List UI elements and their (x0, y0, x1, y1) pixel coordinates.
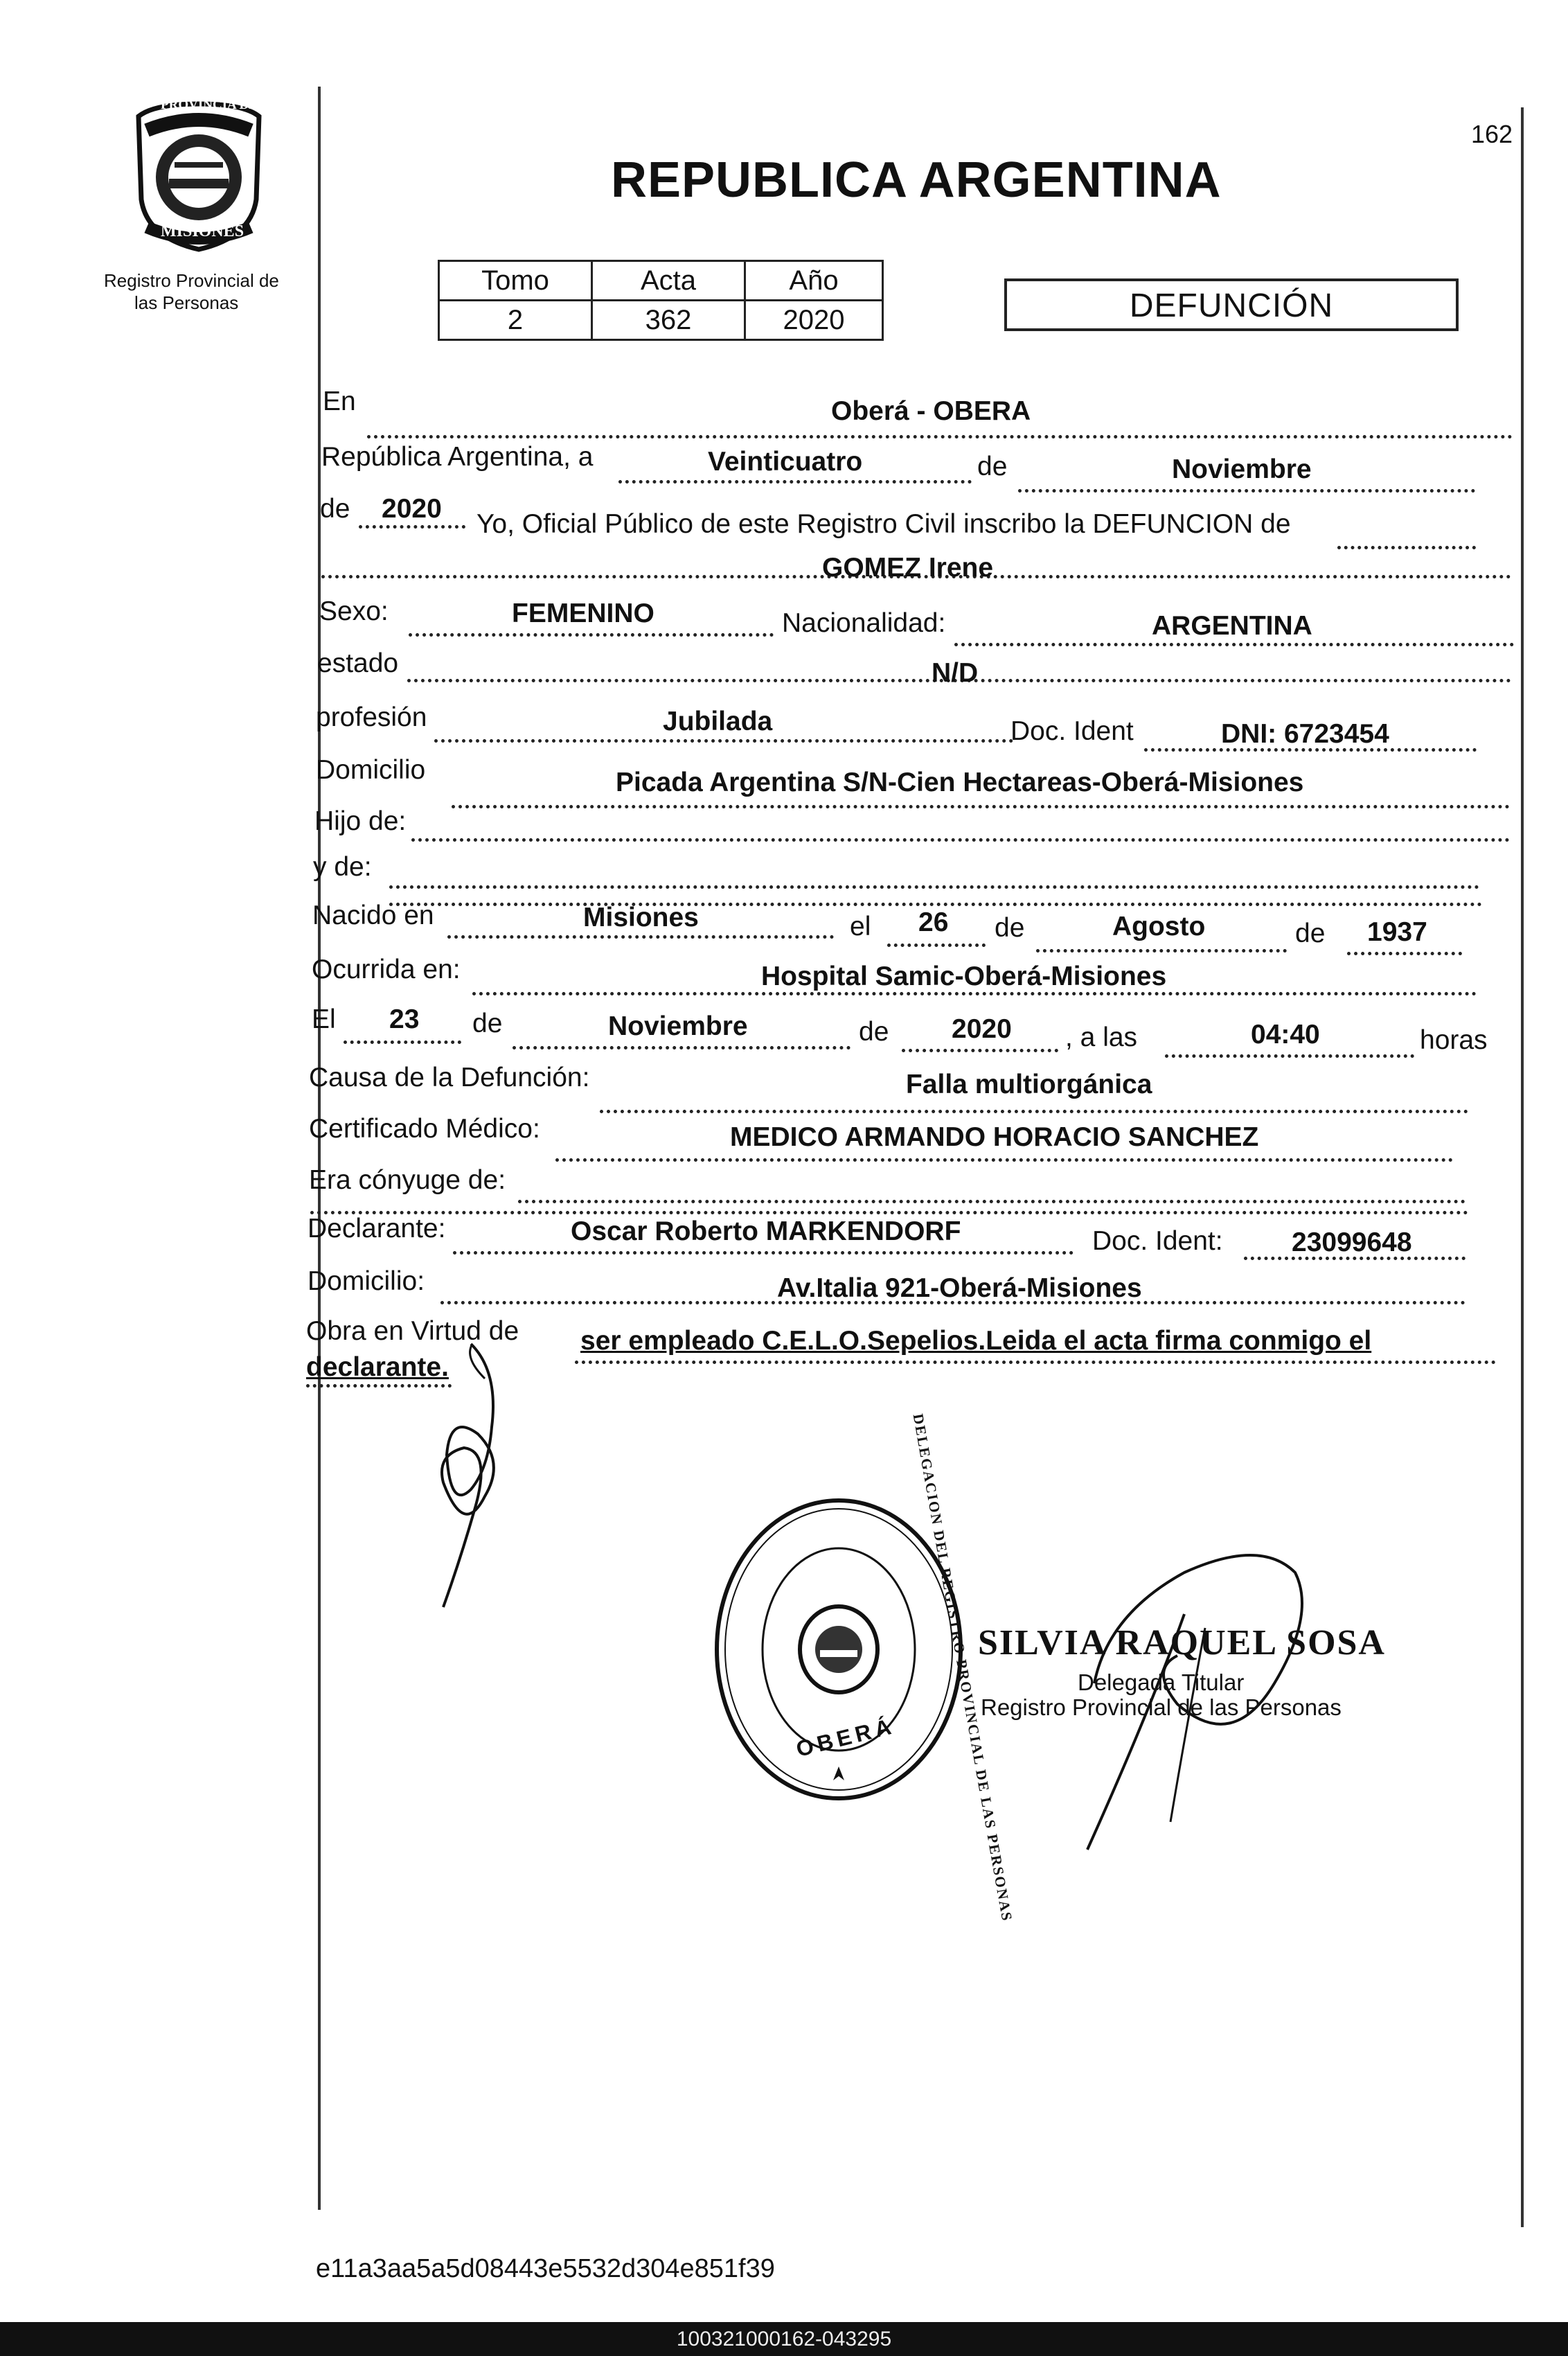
value-ocurrida: Hospital Samic-Oberá-Misiones (761, 962, 1167, 991)
page-title: REPUBLICA ARGENTINA (611, 152, 1222, 208)
right-margin-rule (1521, 107, 1524, 2227)
label-certificado: Certificado Médico: (309, 1114, 540, 1144)
value-anio: 2020 (382, 494, 442, 524)
label-estado: estado (317, 648, 399, 678)
value-nacionalidad: ARGENTINA (1152, 611, 1312, 641)
value-nac-mes: Agosto (1112, 912, 1206, 941)
value-medico: MEDICO ARMANDO HORACIO SANCHEZ (730, 1122, 1259, 1152)
value-declarante-domicilio: Av.Italia 921-Oberá-Misiones (777, 1273, 1142, 1303)
value-domicilio: Picada Argentina S/N-Cien Hectareas-Oberá-Misiones (616, 768, 1304, 797)
value-doc: DNI: 6723454 (1221, 719, 1389, 749)
label-nacionalidad: Nacionalidad: (782, 608, 946, 638)
line-anio (359, 525, 465, 529)
value-profesion: Jubilada (663, 707, 773, 736)
value-mes: Noviembre (1172, 454, 1312, 484)
record-header-row (439, 261, 883, 301)
value-def-mes: Noviembre (608, 1011, 748, 1041)
page-number: 162 (1471, 120, 1513, 148)
value-sexo: FEMENINO (512, 599, 654, 628)
official-name: SILVIA RAQUEL SOSA (978, 1623, 1386, 1663)
line-hora (1165, 1054, 1414, 1058)
value-anio: 2020 (745, 301, 883, 340)
value-nombre: GOMEZ Irene (822, 553, 994, 583)
value-declarante-doc: 23099648 (1292, 1228, 1412, 1257)
value-def-dia: 23 (389, 1004, 420, 1034)
seal-bottom-text: OBERÁ (793, 1712, 898, 1762)
label-de5: de (859, 1017, 889, 1047)
label-el: el (850, 912, 871, 941)
label-hijo-de: Hijo de: (314, 806, 407, 836)
line-mes (1018, 489, 1475, 493)
value-dia: Veinticuatro (708, 447, 863, 477)
line-medico (555, 1158, 1453, 1162)
line-hijo-de (411, 838, 1510, 842)
line-causa (600, 1110, 1468, 1113)
value-obra-line2: declarante. (306, 1352, 449, 1382)
label-causa: Causa de la Defunción: (309, 1063, 590, 1092)
line-profesion (434, 739, 1013, 743)
line-oficial-end (1337, 546, 1476, 549)
document-type-box: DEFUNCIÓN (1004, 278, 1459, 331)
document-hash: e11a3aa5a5d08443e5532d304e851f39 (316, 2254, 775, 2283)
label-en: En (323, 387, 356, 416)
value-causa: Falla multiorgánica (906, 1070, 1152, 1099)
line-nac-mes (1036, 949, 1287, 953)
official-signature (1067, 1531, 1316, 1857)
line-nacido-en (447, 935, 834, 939)
line-declarante (453, 1251, 1073, 1255)
line-y-de (389, 885, 1479, 889)
value-acta: 362 (592, 301, 745, 340)
value-nac-anio: 1937 (1367, 917, 1427, 947)
line-def-dia (344, 1040, 461, 1044)
label-sexo: Sexo: (319, 596, 389, 626)
line-sexo (409, 633, 774, 637)
value-obra-line1: ser empleado C.E.L.O.Sepelios.Leida el acta firma conmigo el (580, 1326, 1372, 1356)
line-lugar (367, 435, 1513, 439)
label-conyuge: Era cónyuge de: (309, 1165, 506, 1195)
seal-ring-text: DELEGACION DEL REGISTRO PROVINCIAL DE LAS PERSONAS (909, 1412, 1016, 1923)
label-oficial: Yo, Oficial Público de este Registro Civil inscribo la DEFUNCION de (476, 509, 1291, 539)
registry-caption-line2: las Personas (134, 292, 239, 313)
header-anio: Año (745, 261, 883, 301)
official-signature-scribble (1067, 1531, 1316, 1857)
line-y-de-2 (389, 903, 1482, 906)
line-ocurrida (472, 992, 1477, 995)
label-de4: de (472, 1009, 503, 1038)
crest-bottom-text: MISIONES (161, 222, 244, 240)
value-declarante: Oscar Roberto MARKENDORF (571, 1216, 961, 1246)
label-doc-ident2: Doc. Ident: (1092, 1226, 1223, 1256)
label-doc-ident: Doc. Ident (1010, 716, 1134, 746)
label-de: de (977, 452, 1008, 481)
header-tomo: Tomo (439, 261, 592, 301)
line-conyuge (518, 1200, 1465, 1203)
declarant-signature (422, 1330, 533, 1621)
label-domicilio: Domicilio (316, 755, 426, 785)
value-nac-dia: 26 (918, 907, 949, 937)
label-de3: de (1295, 919, 1326, 948)
value-lugar: Oberá - OBERA (831, 396, 1031, 426)
line-dia (618, 480, 972, 484)
line-nacionalidad (954, 643, 1514, 646)
left-margin-rule (318, 87, 321, 2210)
registry-caption-line1: Registro Provincial de (104, 270, 279, 291)
label-obra-en: Obra en Virtud de (306, 1316, 519, 1346)
header-acta: Acta (592, 261, 745, 301)
line-def-mes (513, 1046, 850, 1049)
record-value-row (439, 301, 883, 340)
line-obra (575, 1361, 1496, 1364)
value-nacido-en: Misiones (583, 903, 699, 932)
label-de-year: de (320, 494, 350, 524)
label-ocurrida-en: Ocurrida en: (312, 955, 461, 984)
footer-code-bar: 100321000162-043295 (0, 2322, 1568, 2356)
official-role: Delegada Titular (1078, 1669, 1245, 1695)
seal-icon (711, 1494, 967, 1805)
label-a-las: , a las (1065, 1022, 1138, 1052)
official-office: Registro Provincial de las Personas (981, 1694, 1342, 1720)
declarant-signature-scribble (422, 1330, 533, 1621)
label-declarante: Declarante: (308, 1214, 446, 1243)
line-nac-dia (887, 944, 986, 947)
label-republica: República Argentina, a (321, 442, 594, 472)
label-profesion: profesión (316, 702, 427, 732)
value-estado: N/D (932, 658, 979, 688)
value-tomo: 2 (439, 301, 592, 340)
label-el-cap: El (312, 1004, 336, 1034)
value-def-anio: 2020 (952, 1014, 1012, 1044)
label-nacido-en: Nacido en (312, 901, 434, 930)
line-def-anio (902, 1049, 1058, 1052)
line-domicilio (452, 805, 1510, 808)
record-table (438, 260, 884, 341)
label-domicilio2: Domicilio: (308, 1266, 425, 1296)
official-seal (711, 1494, 967, 1805)
label-de2: de (995, 913, 1025, 943)
label-horas: horas (1420, 1025, 1488, 1055)
label-y-de: y de: (313, 852, 372, 882)
crest-top-text: PROVINCIA DE (161, 98, 258, 112)
line-conyuge-2 (310, 1211, 1468, 1214)
line-nac-anio (1347, 952, 1462, 955)
value-hora: 04:40 (1251, 1020, 1320, 1049)
